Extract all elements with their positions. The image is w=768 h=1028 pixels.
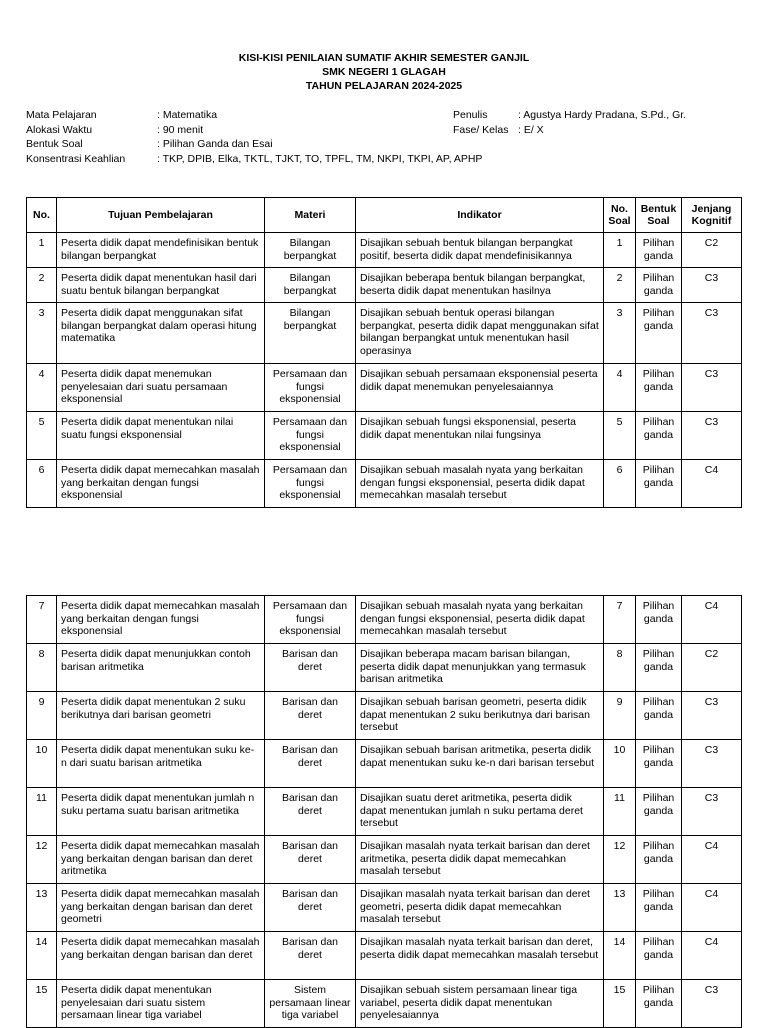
cell-jenjang: C4	[682, 596, 742, 644]
cell-indikator: Disajikan sebuah bentuk bilangan berpangkat positif, beserta didik dapat mendefinisikannya	[356, 233, 604, 268]
header-tujuan: Tujuan Pembelajaran	[57, 198, 265, 233]
info-value: : 90 menit	[157, 123, 204, 136]
cell-jenjang: C4	[682, 884, 742, 932]
cell-no-soal: 7	[604, 596, 636, 644]
info-row-author	[453, 108, 686, 123]
cell-jenjang: C2	[682, 644, 742, 692]
cell-bentuk-soal: Pilihan ganda	[636, 884, 682, 932]
cell-materi: Barisan dan deret	[265, 740, 356, 788]
cell-jenjang: C3	[682, 980, 742, 1028]
cell-no: 11	[27, 788, 57, 836]
cell-no-soal: 3	[604, 303, 636, 364]
cell-no-soal: 5	[604, 412, 636, 460]
info-value: : Agustya Hardy Pradana, S.Pd., Gr.	[518, 109, 687, 121]
info-label: Alokasi Waktu	[26, 123, 93, 136]
cell-tujuan: Peserta didik dapat menentukan suku ke-n dari suatu barisan aritmetika	[57, 740, 265, 788]
cell-tujuan: Peserta didik dapat memecahkan masalah yang berkaitan dengan fungsi eksponensial	[57, 460, 265, 508]
info-value: : Pilihan Ganda dan Esai	[157, 138, 273, 150]
cell-no-soal: 6	[604, 460, 636, 508]
cell-tujuan: Peserta didik dapat menentukan 2 suku berikutnya dari barisan geometri	[57, 692, 265, 740]
header-jenjang-kognitif: Jenjang Kognitif	[682, 198, 742, 233]
cell-materi: Persamaan dan fungsi eksponensial	[265, 364, 356, 412]
cell-bentuk-soal: Pilihan ganda	[636, 303, 682, 364]
table-row	[27, 692, 742, 740]
cell-materi: Bilangan berpangkat	[265, 303, 356, 364]
cell-bentuk-soal: Pilihan ganda	[636, 268, 682, 303]
cell-jenjang: C3	[682, 788, 742, 836]
cell-materi: Persamaan dan fungsi eksponensial	[265, 596, 356, 644]
info-row-concentration	[26, 152, 482, 167]
table-row	[27, 364, 742, 412]
table-row	[27, 980, 742, 1028]
cell-jenjang: C3	[682, 412, 742, 460]
cell-materi: Barisan dan deret	[265, 644, 356, 692]
cell-indikator: Disajikan beberapa bentuk bilangan berpangkat, beserta didik dapat menentukan hasilnya	[356, 268, 604, 303]
info-label: Mata Pelajaran	[26, 109, 97, 121]
info-row-time	[26, 123, 482, 138]
cell-no: 6	[27, 460, 57, 508]
info-row-class	[453, 123, 686, 138]
table-row	[27, 303, 742, 364]
cell-tujuan: Peserta didik dapat mendefinisikan bentuk bilangan berpangkat	[57, 233, 265, 268]
cell-no: 1	[27, 233, 57, 268]
cell-no: 14	[27, 932, 57, 980]
cell-materi: Barisan dan deret	[265, 932, 356, 980]
cell-materi: Barisan dan deret	[265, 788, 356, 836]
cell-materi: Sistem persamaan linear tiga variabel	[265, 980, 356, 1028]
info-label: Konsentrasi Keahlian	[26, 152, 126, 165]
info-label: Penulis	[453, 109, 488, 121]
table-row	[27, 460, 742, 508]
cell-no: 9	[27, 692, 57, 740]
cell-materi: Bilangan berpangkat	[265, 268, 356, 303]
info-value: : TKP, DPIB, Elka, TKTL, TJKT, TO, TPFL, TM, NKPI, TKPI, AP, APHP	[157, 152, 483, 165]
table-row	[27, 836, 742, 884]
cell-no: 12	[27, 836, 57, 884]
cell-no: 3	[27, 303, 57, 364]
cell-no: 7	[27, 596, 57, 644]
cell-tujuan: Peserta didik dapat menentukan nilai suatu fungsi eksponensial	[57, 412, 265, 460]
cell-no: 13	[27, 884, 57, 932]
cell-no-soal: 9	[604, 692, 636, 740]
cell-indikator: Disajikan beberapa macam barisan bilangan, peserta didik dapat menunjukkan yang termasuk barisan aritmetika	[356, 644, 604, 692]
cell-no: 8	[27, 644, 57, 692]
table-row	[27, 884, 742, 932]
info-value: : Matematika	[157, 109, 218, 121]
cell-indikator: Disajikan masalah nyata terkait barisan dan deret aritmetika, peserta didik dapat memecahkan masalah tersebut	[356, 836, 604, 884]
header-no: No.	[27, 198, 57, 233]
header-indikator: Indikator	[356, 198, 604, 233]
table-row	[27, 268, 742, 303]
cell-indikator: Disajikan sebuah masalah nyata yang berkaitan dengan fungsi eksponensial, peserta didik dapat memecahkan masalah tersebut	[356, 596, 604, 644]
cell-materi: Bilangan berpangkat	[265, 233, 356, 268]
cell-indikator: Disajikan masalah nyata terkait barisan dan deret geometri, peserta didik dapat memecahkan masalah tersebut	[356, 884, 604, 932]
table-row	[27, 233, 742, 268]
grid-table-part2	[26, 595, 742, 1028]
grid-table-part1	[26, 197, 742, 508]
cell-jenjang: C3	[682, 268, 742, 303]
cell-tujuan: Peserta didik dapat memecahkan masalah yang berkaitan dengan barisan dan deret geometri	[57, 884, 265, 932]
academic-year: TAHUN PELAJARAN 2024-2025	[305, 80, 463, 92]
cell-jenjang: C3	[682, 692, 742, 740]
cell-no-soal: 12	[604, 836, 636, 884]
cell-tujuan: Peserta didik dapat menentukan penyelesaian dari suatu sistem persamaan linear tiga variabel	[57, 980, 265, 1028]
info-label: Bentuk Soal	[26, 138, 83, 150]
cell-no-soal: 13	[604, 884, 636, 932]
cell-jenjang: C3	[682, 303, 742, 364]
cell-jenjang: C4	[682, 836, 742, 884]
cell-tujuan: Peserta didik dapat menemukan penyelesaian dari suatu persamaan eksponensial	[57, 364, 265, 412]
cell-tujuan: Peserta didik dapat menggunakan sifat bilangan berpangkat dalam operasi hitung matematika	[57, 303, 265, 364]
cell-tujuan: Peserta didik dapat menentukan jumlah n suku pertama suatu barisan aritmetika	[57, 788, 265, 836]
cell-no-soal: 8	[604, 644, 636, 692]
cell-indikator: Disajikan sebuah fungsi eksponensial, peserta didik dapat menentukan nilai fungsinya	[356, 412, 604, 460]
cell-tujuan: Peserta didik dapat menunjukkan contoh barisan aritmetika	[57, 644, 265, 692]
header-no-soal: No. Soal	[604, 198, 636, 233]
cell-tujuan: Peserta didik dapat memecahkan masalah yang berkaitan dengan barisan dan deret aritmetika	[57, 836, 265, 884]
cell-bentuk-soal: Pilihan ganda	[636, 412, 682, 460]
cell-jenjang: C3	[682, 740, 742, 788]
cell-no: 10	[27, 740, 57, 788]
cell-jenjang: C4	[682, 460, 742, 508]
info-value: : E/ X	[518, 123, 544, 136]
cell-tujuan: Peserta didik dapat menentukan hasil dari suatu bentuk bilangan berpangkat	[57, 268, 265, 303]
cell-no-soal: 2	[604, 268, 636, 303]
cell-no: 5	[27, 412, 57, 460]
info-left	[26, 108, 482, 166]
info-label: Fase/ Kelas	[453, 123, 509, 136]
cell-bentuk-soal: Pilihan ganda	[636, 233, 682, 268]
cell-bentuk-soal: Pilihan ganda	[636, 740, 682, 788]
header-bentuk-soal: Bentuk Soal	[636, 198, 682, 233]
cell-materi: Barisan dan deret	[265, 884, 356, 932]
cell-materi: Barisan dan deret	[265, 836, 356, 884]
info-row-form	[26, 137, 482, 152]
cell-jenjang: C4	[682, 932, 742, 980]
cell-indikator: Disajikan sebuah barisan aritmetika, peserta didik dapat menentukan suku ke-n dari barisan tersebut	[356, 740, 604, 788]
cell-indikator: Disajikan sebuah persamaan eksponensial peserta didik dapat menemukan penyelesaiannya	[356, 364, 604, 412]
table-header-row	[27, 198, 742, 233]
info-row-subject	[26, 108, 482, 123]
table-row	[27, 788, 742, 836]
table-row	[27, 932, 742, 980]
cell-indikator: Disajikan suatu deret aritmetika, peserta didik dapat menentukan jumlah n suku pertama deret tersebut	[356, 788, 604, 836]
cell-no: 15	[27, 980, 57, 1028]
cell-no-soal: 10	[604, 740, 636, 788]
cell-jenjang: C2	[682, 233, 742, 268]
table-row	[27, 596, 742, 644]
document-title: KISI-KISI PENILAIAN SUMATIF AKHIR SEMESTER GANJIL	[238, 52, 530, 64]
cell-bentuk-soal: Pilihan ganda	[636, 692, 682, 740]
info-right	[453, 108, 686, 137]
cell-no-soal: 11	[604, 788, 636, 836]
cell-jenjang: C3	[682, 364, 742, 412]
table-row	[27, 740, 742, 788]
table-row	[27, 644, 742, 692]
cell-bentuk-soal: Pilihan ganda	[636, 596, 682, 644]
cell-no-soal: 15	[604, 980, 636, 1028]
cell-no-soal: 4	[604, 364, 636, 412]
cell-bentuk-soal: Pilihan ganda	[636, 932, 682, 980]
cell-no-soal: 1	[604, 233, 636, 268]
cell-materi: Persamaan dan fungsi eksponensial	[265, 412, 356, 460]
cell-indikator: Disajikan sebuah masalah nyata yang berkaitan dengan fungsi eksponensial, peserta didik dapat memecahkan masalah tersebut	[356, 460, 604, 508]
cell-no: 4	[27, 364, 57, 412]
cell-indikator: Disajikan sebuah barisan geometri, peserta didik dapat menentukan 2 suku berikutnya dari barisan tersebut	[356, 692, 604, 740]
school-name: SMK NEGERI 1 GLAGAH	[322, 66, 446, 78]
cell-no-soal: 14	[604, 932, 636, 980]
cell-bentuk-soal: Pilihan ganda	[636, 364, 682, 412]
cell-no: 2	[27, 268, 57, 303]
cell-bentuk-soal: Pilihan ganda	[636, 980, 682, 1028]
cell-bentuk-soal: Pilihan ganda	[636, 460, 682, 508]
cell-indikator: Disajikan sebuah sistem persamaan linear tiga variabel, peserta didik dapat menentukan penyelesaiannya	[356, 980, 604, 1028]
cell-bentuk-soal: Pilihan ganda	[636, 644, 682, 692]
cell-tujuan: Peserta didik dapat memecahkan masalah yang berkaitan dengan fungsi eksponensial	[57, 596, 265, 644]
cell-bentuk-soal: Pilihan ganda	[636, 788, 682, 836]
cell-bentuk-soal: Pilihan ganda	[636, 836, 682, 884]
cell-materi: Barisan dan deret	[265, 692, 356, 740]
cell-materi: Persamaan dan fungsi eksponensial	[265, 460, 356, 508]
cell-indikator: Disajikan sebuah bentuk operasi bilangan berpangkat, peserta didik dapat menggunakan sifat bilangan berpangkat untuk menentukan hasil operasinya	[356, 303, 604, 364]
cell-indikator: Disajikan masalah nyata terkait barisan dan deret, peserta didik dapat memecahkan masalah tersebut	[356, 932, 604, 980]
header-materi: Materi	[265, 198, 356, 233]
cell-tujuan: Peserta didik dapat memecahkan masalah yang berkaitan dengan barisan dan deret	[57, 932, 265, 980]
table-row	[27, 412, 742, 460]
